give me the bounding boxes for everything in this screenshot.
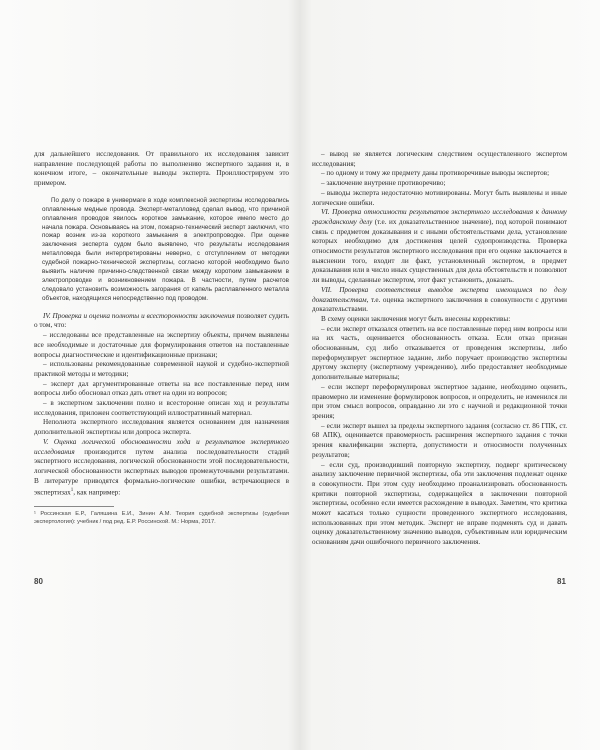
example-block: По делу о пожаре в универмаге в ходе комплексной экспертизы исследовались оплавленные медные провода. Эксперт-металловед сделал вывод, что причиной оплавления проводов явилось короткое замыкание, которое имело место до начала пожара. Основываясь на этом, пожарно-технический эксперт заключил, что пожар возник из-за короткого замыкания в электропроводке. При оценке заключения эксперта судом было выявлено, что результаты исследования металловеда были интерпретированы неверно, с отступлением от методики судебной пожарно-технической экспертизы, согласно которой необходимо было выявить наличие причинно-следственной связи между коротким замыканием в электропроводке и возникновением пожара. В частности, путем расчетов следовало установить возможность загорания от капель расплавленного металла объектов, находящихся непосредственно под проводом. [42, 196, 289, 302]
corrections-intro: В схему оценки заключения могут быть внесены коррективы: [321, 314, 511, 323]
left-page [34, 150, 289, 527]
page-number-left: 80 [34, 577, 43, 586]
list-item: – по одному и тому же предмету даны противоречивые выводы экспертов; [321, 169, 550, 178]
list-item: – заключение внутренне противоречиво; [321, 179, 446, 188]
list-item: – если эксперт переформулировал экспертное задание, необходимо оценить, правомерно ли изменение формулировок вопросов, и определить, не изменился ли при этом смысл вопросов, оправданно ли это с научной и редакционной точки зрения; [312, 382, 567, 420]
list-item: – исследованы все представленные на экспертизу объекты, причем выявлены все необходимые и достаточные для формулирования ответов на поставленные вопросы диагностические и идентификационные признаки; [34, 331, 289, 359]
footnote: ¹ Россинская Е.Р., Галяшина Е.И., Зинин А.М. Теория судебной экспертизы (судебная экспертология): учебник / под ред. Е.Р. Россинской. М.: Норма, 2017. [34, 511, 289, 526]
section-5-paragraph [34, 438, 289, 499]
section-5-heading: V. Оценка логической обоснованности хода и результатов экспертного исследования [34, 437, 289, 456]
section-7-paragraph [312, 286, 567, 315]
list-item: – если эксперт отказался ответить на все поставленные перед ним вопросы или на их часть, оценивается обоснованность отказа. Если отказ признан обоснованным, суд либо отказывается от проведения экспертизы, либо переформулирует экспертное задание, либо поручает производство экспертизы другому эксперту (экспертному учреждению), либо предоставляет необходимые дополнительные материалы; [312, 324, 567, 382]
section-4-heading-tail: позволяет судить о том, что: [34, 311, 289, 330]
section-6-paragraph [312, 208, 567, 286]
section-6-heading: VI. Проверка относимости результатов экспертного исследования к данному гражданскому делу [312, 208, 567, 226]
list-item: – вывод не является логическим следствием осуществленного экспертом исследования; [312, 150, 567, 168]
paragraph-intro: для дальнейшего исследования. От правильного их исследования зависит направление последующей работы по выполнению экспертного задания и, в конечном итоге, – окончательные выводы эксперта. Проиллюстрируем это примером. [34, 150, 289, 188]
section-5-end: , как например: [73, 488, 121, 497]
footnote-marker: 1 [70, 488, 74, 494]
page-number-right: 81 [557, 577, 566, 586]
list-item: – если суд, производивший повторную экспертизу, подверг критическому анализу заключение первичной экспертизы, оба эти заключения подлежат оценке в совокупности. При этом суду необходимо проанализировать обоснованность критики повторной экспертизы, содержащейся в заключении повторной экспертизы, особенно если имеется расхождение в выводах. Заметим, что критика может касаться только сущности проведенного экспертного исследования, использованных при этом методик. Эксперт не вправе подменять суд и давать оценку доказательственному значению выводов, субъективным или юридическим основаниям дачи ошибочного первичного заключения. [312, 460, 567, 547]
section-4-heading: IV. Проверка и оценка полноты и всесторонности заключения [43, 311, 235, 320]
right-page [312, 150, 567, 548]
list-item: – использованы рекомендованные современной наукой и судебно-экспертной практикой методы и методики; [34, 360, 289, 378]
list-item: – выводы эксперта недостаточно мотивированы. Могут быть выявлены и иные логические ошибки. [312, 188, 567, 207]
section-4-paragraph [34, 312, 289, 331]
section-5-text: производится путем анализа последовательности стадий экспертного исследования, логической обоснованности этой последовательности, логической обоснованности экспертных выводов промежуточными результатами. В литературе приводятся формально-логические ошибки, встречающиеся в экспертизах [34, 447, 289, 497]
section-7-text: , т.е. оценка экспертного заключения в совокупности с другими доказательствами. [312, 295, 567, 314]
section-7-heading: VII. Проверка соответствия выводов эксперта имеющимся по делу доказательствам [312, 285, 567, 304]
incompleteness-paragraph: Неполнота экспертного исследования является основанием для назначения дополнительной экспертизы или допроса эксперта. [34, 418, 289, 437]
list-item: – эксперт дал аргументированные ответы на все поставленные перед ним вопросы либо обосновал отказ дать ответ на один из вопросов; [34, 379, 289, 398]
section-6-text: (т.е. их доказательственное значение), под которой понимают связь с предметом доказывания и с иными обстоятельствами дела, установление которых необходимо для достижения целей судопроизводства. Проверка относимости результатов экспертного исследования при его оценке заключается в выяснении того, входит ли факт, установленный экспертом, в предмет доказывания или в число иных существенных для дела обстоятельств и позволяют ли выводы, сделанные экспертом, этот факт установить, доказать. [312, 217, 568, 285]
footnote-divider [34, 506, 114, 507]
list-item: – если эксперт вышел за пределы экспертного задания (согласно ст. 86 ГПК, ст. 68 АПК), оценивается правомерность расширения экспертного задания с точки зрения квалификации эксперта, допустимости и относимости полученных результатов; [312, 421, 567, 459]
list-item: – в экспертном заключении полно и всесторонне описан ход и результаты исследования, приложен соответствующий иллюстративный материал. [34, 399, 289, 417]
